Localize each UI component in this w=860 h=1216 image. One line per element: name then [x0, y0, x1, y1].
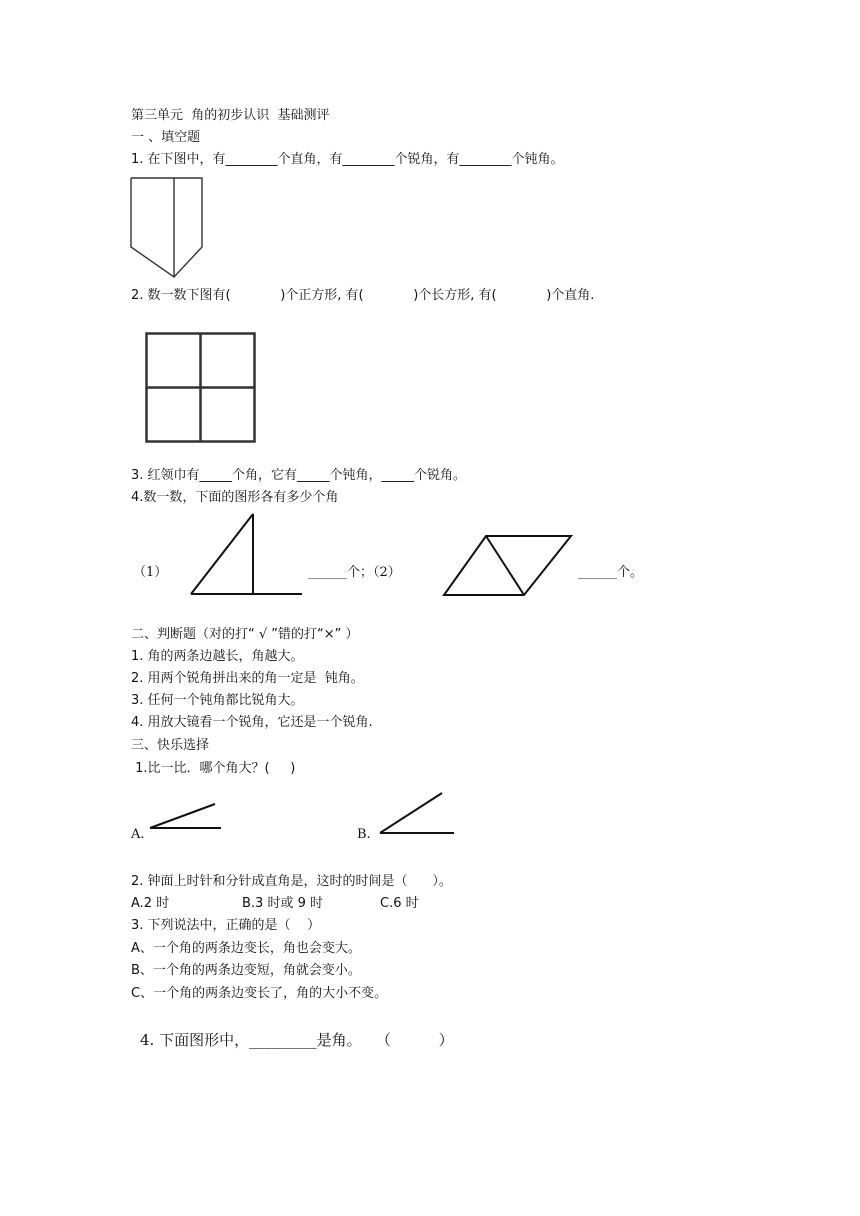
triangle-with-line-figure — [188, 512, 306, 598]
angle-b-figure — [378, 791, 456, 837]
option-a-label: A. — [131, 827, 145, 842]
choice-question-4: 4. 下面图形中，_________是角。 （ ） — [140, 1031, 454, 1049]
question-1-1: 1. 在下图中，有________个直角，有________个锐角，有________个钝角。 — [131, 152, 564, 167]
pentagon-figure — [130, 177, 204, 279]
judge-item: 2. 用两个锐角拼出来的角一定是 钝角。 — [131, 671, 364, 686]
q3-option: A、一个角的两条边变长，角也会变大。 — [131, 941, 361, 956]
parallelogram-figure — [442, 534, 574, 598]
q2-option-a: A.2 时 — [131, 896, 170, 911]
grid-squares-figure — [145, 332, 257, 444]
q3-option: B、一个角的两条边变短，角就会变小。 — [131, 963, 361, 978]
judge-item: 4. 用放大镜看一个锐角，它还是一个锐角. — [131, 715, 373, 730]
question-1-2: 2. 数一数下图有( )个正方形, 有( )个长方形, 有( )个直角. — [131, 288, 595, 303]
question-1-4: 4.数一数，下面的图形各有多少个角 — [131, 490, 339, 505]
q4-blank-1: ______个；（2） — [308, 565, 401, 580]
q4-label-1: （1） — [133, 565, 168, 580]
choice-question-1: 1.比一比．哪个角大？( ) — [131, 761, 296, 776]
q2-option-b: B.3 时或 9 时 — [242, 896, 323, 911]
question-1-3: 3. 红领巾有_____个角，它有_____个钝角，_____个锐角。 — [131, 468, 467, 483]
option-b-label: B. — [357, 827, 371, 842]
section-1-heading: 一 、填空题 — [131, 130, 201, 145]
choice-question-3: 3. 下列说法中，正确的是（ ） — [131, 918, 321, 933]
judge-item: 1. 角的两条边越长，角越大。 — [131, 649, 304, 664]
q4-blank-2: ______个。 — [578, 565, 644, 580]
q2-option-c: C.6 时 — [380, 896, 419, 911]
section-2-heading: 二、判断题（对的打“ √ ”错的打“×” ） — [131, 627, 359, 642]
choice-question-2: 2. 钟面上时针和分针成直角是，这时的时间是（ ）。 — [131, 874, 452, 889]
section-3-heading: 三、快乐选择 — [131, 738, 210, 753]
angle-a-figure — [148, 801, 224, 831]
page-title: 第三单元 角的初步认识 基础测评 — [131, 108, 330, 123]
q3-option: C、一个角的两条边变长了，角的大小不变。 — [131, 986, 388, 1001]
judge-item: 3. 任何一个钝角都比锐角大。 — [131, 693, 304, 708]
